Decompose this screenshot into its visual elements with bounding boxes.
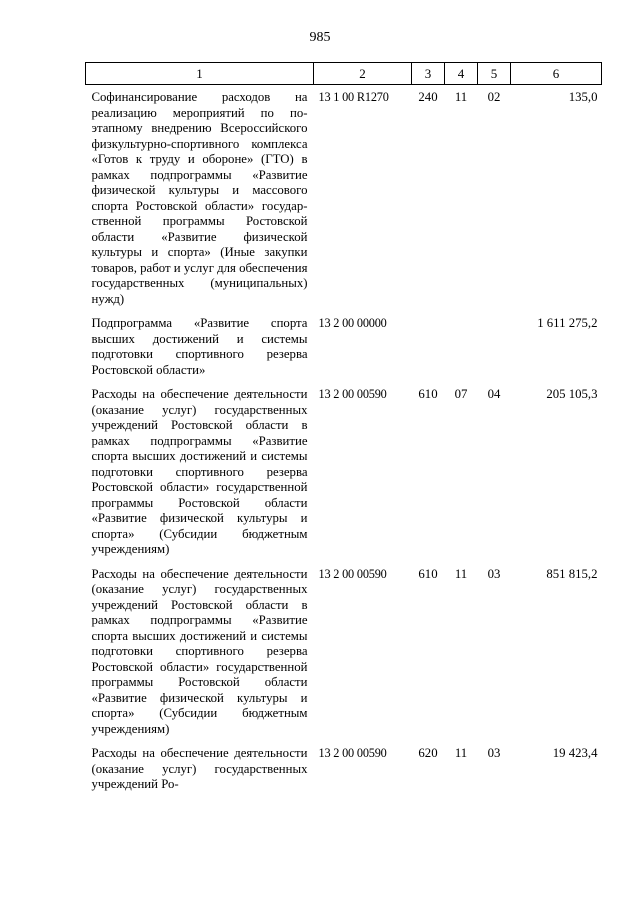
table-row: [86, 562, 602, 742]
row-subsection: 02: [487, 90, 501, 104]
header-col-2: 2: [314, 63, 412, 85]
header-col-4: 4: [445, 63, 478, 85]
row-name: Софинансирование расходов на реализацию мероприятий по поэтапному внедрению Всероссийского физкультурно-спортивного комплекса «Готов к труду и обороне» (ГТО) в рамках подпрограммы «Развитие физической культуры и массового спорта Ростовской области» государственной программы Ростовской области «Развитие физической культуры и спорта» (Иные закупки товаров, работ и услуг для обеспечения государственных (муниципальных) нужд): [91, 90, 308, 306]
row-expense-type: 620: [418, 746, 438, 760]
row-amount: 19 423,4: [552, 746, 598, 760]
row-amount: 135,0: [568, 90, 598, 104]
page-number: 985: [309, 30, 331, 45]
row-name: Расходы на обеспечение деятельности (оказание услуг) государственных учреждений Ро-: [91, 746, 308, 791]
row-section: [445, 311, 478, 382]
row-amount: 1 611 275,2: [537, 316, 598, 330]
table-row: [86, 85, 602, 312]
row-target-code: 13 1 00 R1270: [318, 90, 389, 104]
row-subsection: 03: [487, 746, 501, 760]
row-expense-type: 240: [418, 90, 438, 104]
row-section: 07: [454, 387, 468, 401]
row-subsection: 03: [487, 566, 501, 581]
table-row: [86, 311, 602, 382]
header-col-6: 6: [511, 63, 602, 85]
row-target-code: 13 2 00 00000: [318, 316, 387, 330]
row-name: Расходы на обеспечение деятельности (оказание услуг) государственных учреждений Ростовской области в рамках подпрограммы «Развитие спорта высших достижений и системы подготовки спортивного резерва Ростовской области» государственной программы Ростовской области «Развитие физической культуры и спорта» (Субсидии бюджетным учреждениям): [91, 387, 308, 556]
row-expense-type: 610: [418, 566, 438, 581]
header-col-1: 1: [86, 63, 314, 85]
table-header-row: [86, 63, 602, 85]
header-col-3: 3: [412, 63, 445, 85]
row-amount: 205 105,3: [546, 387, 598, 401]
row-expense-type: 610: [418, 387, 438, 401]
row-name: Подпрограмма «Развитие спорта высших достижений и системы подготовки спортивного резерва Ростовской области»: [91, 316, 308, 377]
row-section: 11: [454, 90, 468, 104]
budget-table: [85, 62, 602, 797]
row-name: Расходы на обеспечение деятельности (оказание услуг) государственных учреждений Ростовской области в рамках подпрограммы «Развитие спорта высших достижений и системы подготовки спортивного резерва Ростовской области» государственной программы Ростовской области «Развитие физической культуры и спорта» (Субсидии бюджетным учреждениям): [91, 566, 308, 736]
header-col-5: 5: [478, 63, 511, 85]
table-row: [86, 741, 602, 797]
table-row: [86, 382, 602, 562]
row-section: 11: [454, 746, 468, 760]
row-section: 11: [454, 566, 468, 581]
row-subsection: 04: [487, 387, 501, 401]
row-expense-type: [412, 311, 445, 382]
row-target-code: 13 2 00 00590: [318, 387, 387, 401]
row-subsection: [478, 311, 511, 382]
row-amount: 851 815,2: [546, 566, 598, 581]
row-target-code: 13 2 00 00590: [318, 746, 387, 760]
row-target-code: 13 2 00 00590: [318, 566, 387, 581]
